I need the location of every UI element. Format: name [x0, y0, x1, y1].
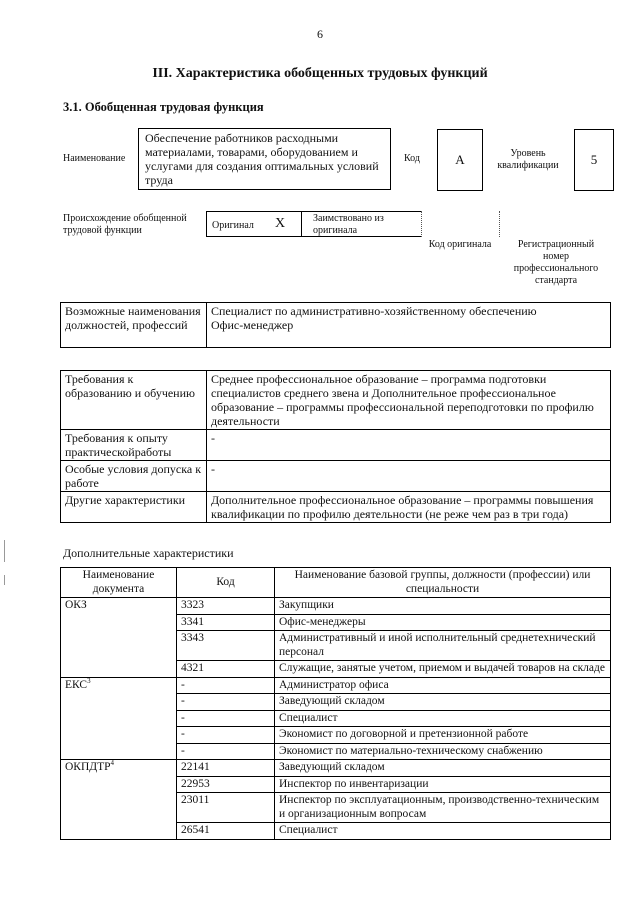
code-cell: 3341 — [177, 614, 275, 631]
code-cell: - — [177, 677, 275, 694]
name-cell: Администратор офиса — [275, 677, 611, 694]
table-row — [61, 461, 611, 492]
borrowed-label: Заимствовано из оригинала — [313, 213, 384, 236]
document-cell — [61, 760, 177, 840]
name-label: Наименование — [63, 153, 126, 164]
borrowed-cell — [301, 211, 421, 237]
section-title: III. Характеристика обобщенных трудовых функций — [152, 66, 488, 81]
additional-title: Дополнительные характеристики — [63, 546, 234, 560]
document-cell — [61, 677, 177, 760]
name-cell: Служащие, занятые учетом, приемом и выдачей товаров на складе — [275, 661, 611, 678]
positions-label: Возможные наименования должностей, профессий — [61, 303, 207, 348]
column-header-name: Наименование базовой группы, должности (профессии) или специальности — [275, 568, 611, 598]
requirement-label: Требования к образованию и обучению — [61, 371, 207, 430]
position-name: Специалист по административно-хозяйственному обеспечению — [211, 304, 537, 318]
function-name-value: Обеспечение работников расходными материалами, товарами, оборудованием и услугами для создания оптимальных условий труда — [145, 131, 379, 187]
scan-mark — [4, 575, 5, 585]
original-code-cell — [421, 211, 500, 237]
column-header-code: Код — [177, 568, 275, 598]
table-row — [61, 492, 611, 523]
original-mark: X — [275, 216, 286, 231]
table-header-row — [61, 568, 611, 598]
reg-number-caption: Регистрационный номер профессионального стандарта — [513, 239, 599, 286]
code-cell: 26541 — [177, 823, 275, 840]
name-cell: Закупщики — [275, 598, 611, 615]
additional-table — [60, 567, 611, 840]
position-name: Офис-менеджер — [211, 318, 294, 332]
code-cell: 22141 — [177, 760, 275, 777]
level-label: Уровень квалификации — [497, 148, 559, 171]
document-name: ОКПДТР — [65, 761, 111, 773]
requirement-label: Другие характеристики — [61, 492, 207, 523]
name-cell: Офис-менеджеры — [275, 614, 611, 631]
requirements-table — [60, 370, 611, 523]
document-cell — [61, 598, 177, 678]
name-cell: Административный и иной исполнительный среднетехнический персонал — [275, 631, 611, 661]
table-row — [61, 430, 611, 461]
name-cell: Заведующий складом — [275, 760, 611, 777]
table-row — [61, 598, 611, 615]
level-value: 5 — [590, 152, 598, 167]
document-name: ОКЗ — [65, 599, 87, 611]
function-name-field — [138, 128, 391, 190]
column-header-document: Наименование документа — [61, 568, 177, 598]
table-row — [61, 371, 611, 430]
footnote-ref: 3 — [87, 676, 91, 685]
scan-mark — [4, 540, 5, 562]
table-row — [61, 303, 611, 348]
name-cell: Инспектор по инвентаризации — [275, 776, 611, 793]
original-code-caption: Код оригинала — [428, 239, 492, 250]
subsection-title: 3.1. Обобщенная трудовая функция — [63, 100, 264, 114]
positions-values — [207, 303, 611, 348]
level-field — [574, 129, 614, 191]
code-cell: 4321 — [177, 661, 275, 678]
document-name: ЕКС — [65, 678, 88, 691]
code-cell: 22953 — [177, 776, 275, 793]
code-cell: - — [177, 727, 275, 744]
code-label: Код — [404, 153, 420, 164]
requirement-value: - — [207, 461, 611, 492]
origin-table — [206, 211, 606, 237]
requirement-value: Дополнительное профессиональное образование – программы повышения квалификации по профилю деятельности (не реже чем раз в три года) — [207, 492, 611, 523]
code-cell: - — [177, 710, 275, 727]
reg-number-cell — [499, 211, 607, 237]
requirement-value: - — [207, 430, 611, 461]
origin-label: Происхождение обобщенной трудовой функции — [63, 213, 187, 236]
code-field — [437, 129, 483, 191]
requirement-label: Особые условия допуска к работе — [61, 461, 207, 492]
requirement-label: Требования к опыту практическойработы — [61, 430, 207, 461]
code-cell: - — [177, 694, 275, 711]
original-label: Оригинал — [212, 220, 254, 231]
name-cell: Инспектор по эксплуатационным, производственно-техническим и организационным вопросам — [275, 793, 611, 823]
name-cell: Экономист по материально-техническому снабжению — [275, 743, 611, 760]
footnote-ref: 4 — [110, 759, 115, 768]
table-row — [61, 677, 611, 694]
name-cell: Специалист — [275, 823, 611, 840]
name-cell: Заведующий складом — [275, 694, 611, 711]
page-number: 6 — [317, 27, 323, 41]
requirement-value: Среднее профессиональное образование – программа подготовки специалистов среднего звена и Дополнительное профессиональное образование – программы профессиональной переподготовки по профилю деятельности — [207, 371, 611, 430]
code-cell: 23011 — [177, 793, 275, 823]
original-cell — [206, 211, 301, 237]
positions-table — [60, 302, 611, 348]
name-cell: Экономист по договорной и претензионной работе — [275, 727, 611, 744]
code-cell: 3343 — [177, 631, 275, 661]
code-cell: 3323 — [177, 598, 275, 615]
code-cell: - — [177, 743, 275, 760]
name-cell: Специалист — [275, 710, 611, 727]
table-row — [61, 760, 611, 777]
code-value: А — [455, 152, 465, 167]
